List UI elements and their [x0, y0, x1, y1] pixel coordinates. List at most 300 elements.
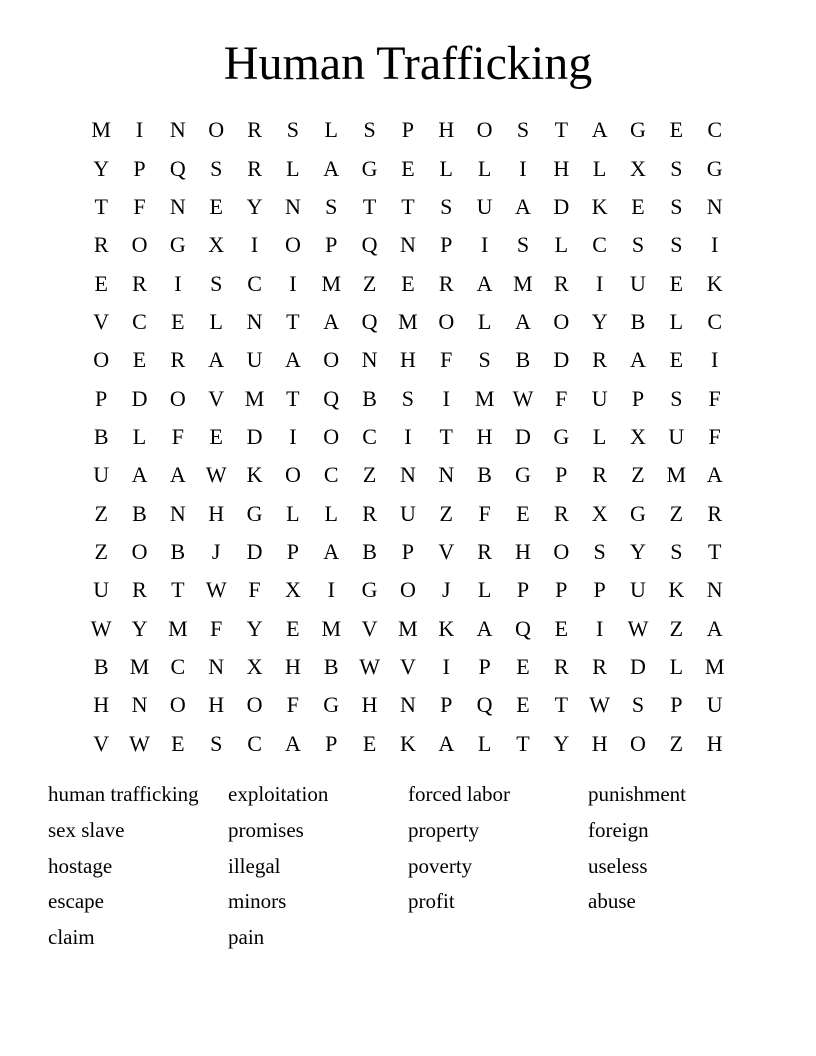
grid-letter: A	[476, 615, 493, 641]
grid-letter: N	[208, 653, 225, 679]
grid-letter: A	[284, 347, 301, 373]
grid-letter: S	[670, 193, 683, 219]
grid-letter: S	[670, 155, 683, 181]
grid-letter: Y	[630, 538, 646, 564]
grid-letter: Z	[94, 538, 108, 564]
grid-letter: M	[704, 653, 725, 679]
grid-letter: E	[631, 193, 645, 219]
grid-row	[82, 264, 734, 302]
grid-letter: A	[706, 615, 723, 641]
word-list-item: escape	[48, 889, 104, 914]
grid-letter: L	[324, 117, 338, 143]
grid-letter: H	[515, 538, 531, 564]
grid-letter: A	[208, 347, 225, 373]
grid-letter: D	[515, 423, 531, 449]
grid-letter: S	[516, 232, 530, 258]
grid-letter: R	[707, 500, 723, 526]
grid-letter: J	[211, 538, 221, 564]
grid-letter: N	[399, 462, 416, 488]
grid-letter: R	[247, 155, 262, 181]
grid-letter: Q	[323, 385, 340, 411]
word-list	[48, 777, 768, 956]
word-list-item: useless	[588, 853, 648, 878]
grid-letter: A	[630, 347, 646, 373]
grid-letter: D	[246, 538, 263, 564]
grid-letter: U	[630, 270, 646, 296]
grid-letter: I	[442, 385, 450, 411]
grid-letter: P	[401, 117, 415, 143]
grid-letter: P	[555, 577, 568, 603]
grid-letter: Z	[669, 730, 684, 756]
word-list-item: poverty	[408, 853, 473, 878]
grid-letter: C	[247, 270, 262, 296]
grid-letter: N	[361, 347, 378, 373]
grid-letter: O	[169, 385, 186, 411]
grid-letter: X	[591, 500, 608, 526]
grid-letter: C	[707, 117, 723, 143]
grid-letter: W	[90, 615, 112, 641]
grid-letter: R	[93, 232, 109, 258]
grid-letter: I	[519, 155, 527, 181]
grid-letter: F	[171, 423, 184, 449]
grid-letter: J	[441, 577, 451, 603]
grid-letter: B	[515, 347, 531, 373]
grid-letter: S	[631, 692, 645, 718]
grid-letter: O	[246, 692, 263, 718]
grid-letter: O	[169, 692, 186, 718]
grid-letter: K	[438, 615, 455, 641]
grid-letter: F	[440, 347, 453, 373]
grid-letter: E	[209, 193, 223, 219]
grid-letter: H	[438, 117, 455, 143]
grid-letter: P	[593, 577, 606, 603]
grid-letter: B	[630, 308, 646, 334]
grid-letter: V	[438, 538, 455, 564]
grid-letter: T	[171, 577, 185, 603]
grid-letter: G	[323, 692, 340, 718]
grid-letter: O	[131, 232, 148, 258]
grid-letter: Y	[93, 155, 110, 181]
grid-letter: T	[286, 385, 300, 411]
grid-letter: O	[323, 423, 340, 449]
grid-letter: X	[246, 653, 263, 679]
grid-letter: W	[205, 577, 227, 603]
grid-letter: Q	[361, 308, 378, 334]
word-list-item: illegal	[228, 853, 281, 878]
grid-letter: L	[592, 423, 607, 449]
grid-letter: N	[246, 308, 263, 334]
grid-letter: M	[513, 270, 533, 296]
grid-letter: Z	[362, 462, 377, 488]
grid-letter: E	[554, 615, 569, 641]
grid-letter: C	[592, 232, 607, 258]
grid-letter: H	[208, 500, 225, 526]
grid-letter: P	[670, 692, 683, 718]
grid-row	[82, 226, 734, 264]
grid-letter: R	[362, 500, 377, 526]
grid-letter: Z	[94, 500, 108, 526]
grid-letter: O	[630, 730, 646, 756]
grid-letter: L	[439, 155, 453, 181]
grid-letter: T	[401, 193, 415, 219]
grid-letter: L	[324, 500, 338, 526]
grid-letter: N	[284, 193, 301, 219]
grid-letter: D	[246, 423, 263, 449]
grid-letter: K	[399, 730, 416, 756]
grid-letter: F	[555, 385, 568, 411]
grid-letter: G	[630, 500, 646, 526]
grid-letter: E	[94, 270, 108, 296]
grid-letter: T	[286, 308, 300, 334]
grid-letter: S	[401, 385, 415, 411]
grid-letter: W	[512, 385, 534, 411]
grid-letter: N	[438, 462, 455, 488]
grid-row	[82, 571, 734, 609]
grid-letter: S	[210, 730, 223, 756]
grid-letter: S	[631, 232, 645, 258]
grid-letter: I	[595, 270, 604, 296]
grid-letter: O	[284, 232, 301, 258]
grid-letter: F	[708, 385, 721, 411]
grid-letter: A	[515, 193, 531, 219]
grid-letter: L	[286, 500, 300, 526]
word-list-item: foreign	[588, 817, 649, 842]
grid-letter: G	[630, 117, 646, 143]
grid-letter: T	[439, 423, 453, 449]
grid-letter: T	[554, 692, 569, 718]
grid-letter: O	[476, 117, 493, 143]
grid-letter: L	[477, 308, 492, 334]
word-list-item: property	[408, 817, 480, 842]
grid-letter: S	[363, 117, 376, 143]
grid-letter: S	[670, 538, 683, 564]
grid-letter: O	[284, 462, 301, 488]
grid-letter: I	[595, 615, 604, 641]
grid-letter: I	[480, 232, 489, 258]
grid-letter: E	[669, 117, 684, 143]
grid-letter: P	[440, 692, 453, 718]
grid-letter: U	[668, 423, 685, 449]
grid-letter: M	[474, 385, 495, 411]
grid-row	[82, 188, 734, 226]
grid-letter: L	[554, 232, 569, 258]
grid-letter: L	[669, 308, 684, 334]
grid-letter: P	[440, 232, 453, 258]
grid-row	[82, 303, 734, 341]
grid-letter: Z	[631, 462, 645, 488]
grid-letter: T	[707, 538, 722, 564]
grid-letter: G	[361, 155, 378, 181]
word-column	[48, 777, 228, 956]
grid-letter: A	[323, 308, 340, 334]
grid-letter: L	[477, 577, 492, 603]
grid-letter: V	[208, 385, 225, 411]
grid-letter: U	[630, 577, 646, 603]
grid-letter: O	[399, 577, 416, 603]
grid-letter: V	[93, 730, 110, 756]
grid-letter: Q	[515, 615, 531, 641]
grid-letter: N	[169, 117, 186, 143]
grid-letter: H	[208, 692, 225, 718]
grid-letter: R	[132, 270, 147, 296]
grid-letter: E	[516, 653, 530, 679]
grid-letter: R	[592, 653, 607, 679]
grid-letter: A	[706, 462, 723, 488]
grid-letter: U	[591, 385, 608, 411]
grid-letter: B	[362, 538, 377, 564]
grid-letter: G	[246, 500, 263, 526]
grid-letter: L	[286, 155, 300, 181]
grid-letter: O	[131, 538, 148, 564]
grid-letter: E	[401, 155, 415, 181]
grid-letter: F	[286, 692, 300, 718]
grid-letter: P	[95, 385, 108, 411]
grid-letter: N	[706, 193, 723, 219]
grid-letter: P	[555, 462, 568, 488]
grid-row	[82, 533, 734, 571]
grid-row	[82, 609, 734, 647]
grid-letter: M	[168, 615, 188, 641]
grid-letter: Y	[553, 730, 570, 756]
grid-letter: E	[209, 423, 223, 449]
grid-letter: H	[706, 730, 723, 756]
grid-letter: F	[210, 615, 223, 641]
grid-letter: Z	[362, 270, 377, 296]
grid-letter: H	[93, 692, 110, 718]
grid-row	[82, 418, 734, 456]
grid-row	[82, 341, 734, 379]
grid-letter: T	[554, 117, 569, 143]
grid-letter: S	[516, 117, 530, 143]
grid-letter: F	[478, 500, 491, 526]
word-list-item: promises	[228, 817, 304, 842]
grid-row	[82, 648, 734, 686]
grid-letter: A	[323, 155, 340, 181]
grid-letter: B	[93, 653, 109, 679]
grid-letter: W	[359, 653, 380, 679]
grid-letter: V	[93, 308, 110, 334]
grid-letter: M	[398, 308, 418, 334]
grid-letter: Y	[131, 615, 148, 641]
grid-letter: F	[248, 577, 261, 603]
grid-letter: C	[170, 653, 186, 679]
grid-letter: A	[323, 538, 340, 564]
grid-letter: B	[170, 538, 186, 564]
grid-letter: N	[399, 232, 416, 258]
grid-letter: E	[171, 730, 185, 756]
grid-letter: E	[171, 308, 185, 334]
word-list-item: punishment	[588, 782, 686, 806]
grid-letter: V	[399, 653, 416, 679]
grid-letter: S	[670, 385, 683, 411]
grid-letter: C	[132, 308, 147, 334]
grid-letter: O	[323, 347, 340, 373]
grid-letter: B	[362, 385, 377, 411]
grid-letter: X	[208, 232, 225, 258]
grid-letter: S	[210, 155, 223, 181]
grid-letter: P	[325, 232, 338, 258]
grid-letter: P	[286, 538, 300, 564]
grid-letter: Z	[669, 500, 684, 526]
word-column	[588, 777, 768, 956]
grid-letter: Q	[476, 692, 493, 718]
grid-letter: I	[135, 117, 144, 143]
grid-letter: E	[362, 730, 377, 756]
grid-letter: R	[477, 538, 492, 564]
grid-letter: C	[247, 730, 262, 756]
grid-letter: K	[706, 270, 723, 296]
grid-letter: F	[133, 193, 146, 219]
grid-letter: H	[361, 692, 378, 718]
grid-letter: M	[666, 462, 687, 488]
grid-letter: I	[327, 577, 335, 603]
grid-letter: I	[711, 347, 719, 373]
grid-letter: M	[91, 117, 111, 143]
grid-letter: M	[321, 615, 342, 641]
grid-letter: T	[94, 193, 108, 219]
grid-letter: I	[174, 270, 182, 296]
grid-letter: A	[169, 462, 186, 488]
grid-letter: R	[592, 462, 607, 488]
grid-letter: U	[93, 462, 110, 488]
word-list-item: sex slave	[48, 817, 125, 842]
grid-letter: A	[515, 308, 531, 334]
grid-letter: Z	[669, 615, 684, 641]
grid-letter: K	[668, 577, 685, 603]
grid-letter: M	[398, 615, 418, 641]
grid-letter: S	[286, 117, 300, 143]
word-list-item: claim	[48, 925, 95, 950]
grid-letter: U	[399, 500, 416, 526]
grid-letter: Q	[169, 155, 186, 181]
grid-letter: C	[707, 308, 723, 334]
grid-letter: U	[246, 347, 263, 373]
grid-letter: V	[361, 615, 378, 641]
grid-letter: X	[630, 423, 646, 449]
grid-letter: F	[708, 423, 721, 449]
grid-letter: Q	[361, 232, 378, 258]
grid-letter: G	[361, 577, 378, 603]
grid-letter: D	[553, 347, 570, 373]
grid-letter: D	[553, 193, 570, 219]
grid-letter: P	[631, 385, 645, 411]
grid-letter: A	[131, 462, 148, 488]
grid-letter: T	[362, 193, 377, 219]
word-list-item: pain	[228, 925, 265, 950]
grid-letter: B	[93, 423, 109, 449]
grid-letter: B	[132, 500, 147, 526]
word-column	[408, 777, 588, 956]
grid-letter: S	[478, 347, 491, 373]
grid-row	[82, 725, 734, 763]
grid-letter: A	[591, 117, 608, 143]
grid-letter: I	[442, 653, 450, 679]
grid-letter: S	[593, 538, 606, 564]
word-list-item: forced labor	[408, 782, 511, 806]
word-list-item: profit	[408, 889, 455, 914]
grid-letter: L	[209, 308, 223, 334]
grid-letter: M	[129, 653, 150, 679]
grid-letter: G	[706, 155, 723, 181]
grid-letter: W	[205, 462, 227, 488]
grid-letter: T	[516, 730, 530, 756]
grid-letter: O	[93, 347, 110, 373]
grid-letter: G	[515, 462, 531, 488]
grid-letter: N	[131, 692, 148, 718]
grid-letter: L	[669, 653, 684, 679]
grid-letter: K	[246, 462, 263, 488]
grid-letter: I	[289, 270, 297, 296]
grid-letter: G	[169, 232, 186, 258]
grid-letter: D	[131, 385, 148, 411]
word-list-item: hostage	[48, 853, 113, 878]
grid-row	[82, 456, 734, 494]
grid-letter: O	[208, 117, 225, 143]
grid-letter: R	[247, 117, 262, 143]
grid-letter: N	[169, 193, 186, 219]
grid-letter: L	[477, 730, 492, 756]
grid-letter: W	[129, 730, 150, 756]
grid-letter: L	[592, 155, 607, 181]
grid-letter: P	[325, 730, 338, 756]
grid-letter: H	[284, 653, 301, 679]
grid-letter: D	[630, 653, 646, 679]
grid-letter: N	[399, 692, 416, 718]
grid-letter: X	[630, 155, 646, 181]
grid-row	[82, 379, 734, 417]
grid-letter: M	[321, 270, 342, 296]
grid-letter: G	[553, 423, 570, 449]
grid-letter: I	[289, 423, 297, 449]
page-title: Human Trafficking	[223, 37, 593, 90]
grid-row	[82, 686, 734, 724]
grid-letter: N	[706, 577, 723, 603]
grid-letter: I	[711, 232, 719, 258]
grid-letter: U	[706, 692, 723, 718]
grid-letter: H	[553, 155, 570, 181]
grid-letter: H	[591, 730, 608, 756]
word-column	[228, 777, 408, 956]
word-list-item: exploitation	[228, 782, 329, 806]
grid-letter: R	[553, 270, 569, 296]
grid-letter: S	[210, 270, 223, 296]
grid-letter: U	[476, 193, 493, 219]
grid-letter: L	[477, 155, 492, 181]
grid-letter: E	[516, 500, 530, 526]
grid-letter: Y	[246, 615, 263, 641]
grid-letter: R	[553, 500, 569, 526]
grid-letter: R	[553, 653, 569, 679]
grid-letter: S	[325, 193, 338, 219]
grid-letter: R	[438, 270, 454, 296]
grid-letter: A	[438, 730, 455, 756]
grid-letter: E	[516, 692, 530, 718]
grid-letter: P	[401, 538, 415, 564]
grid-letter: P	[478, 653, 491, 679]
grid-letter: C	[362, 423, 377, 449]
grid-letter: O	[553, 308, 570, 334]
grid-letter: Y	[591, 308, 608, 334]
grid-letter: O	[438, 308, 455, 334]
grid-letter: U	[93, 577, 110, 603]
grid-letter: L	[132, 423, 147, 449]
grid-letter: P	[516, 577, 530, 603]
grid-letter: Z	[439, 500, 453, 526]
grid-letter: E	[401, 270, 415, 296]
grid-letter: I	[404, 423, 412, 449]
grid-letter: W	[627, 615, 649, 641]
grid-letter: P	[133, 155, 146, 181]
